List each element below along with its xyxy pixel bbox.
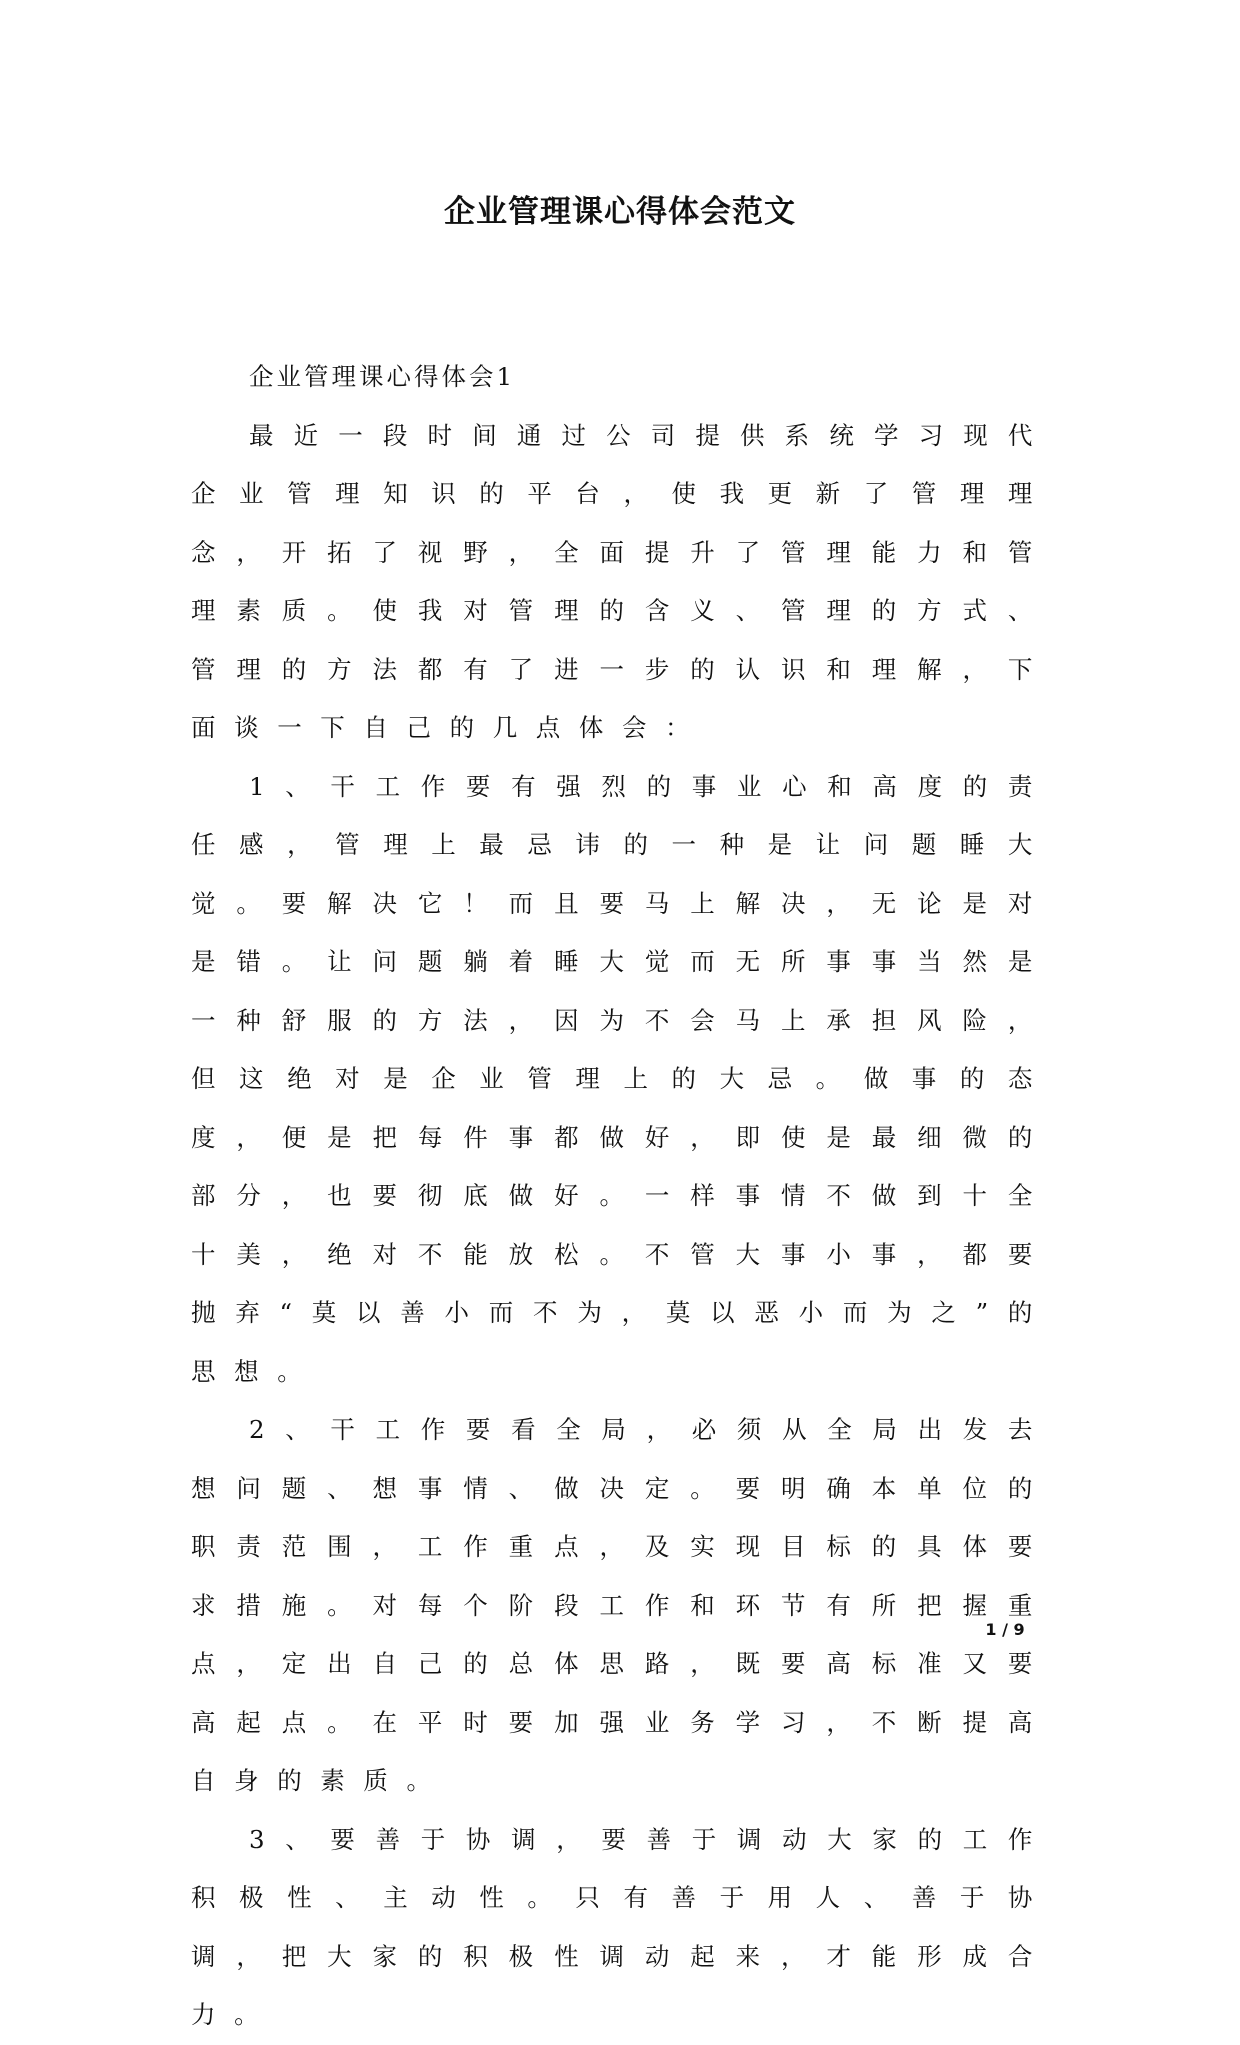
paragraph-intro: 最近一段时间通过公司提供系统学习现代企业管理知识的平台，使我更新了管理理念，开拓了视野，全面提升了管理能力和管理素质。使我对管理的含义、管理的方式、管理的方法都有了进一步的认识和理解，下面谈一下自己的几点体会： [191,420,1051,742]
document-title: 企业管理课心得体会范文 [444,194,796,230]
paragraph-point-3: 3、要善于协调，要善于调动大家的工作积极性、主动性。只有善于用人、善于协调，把大家的积极性调动起来，才能形成合力。 [191,1824,1051,2029]
document-body [191,348,1051,2045]
page-number: 1 / 9 [985,1620,1025,1639]
section-heading: 企业管理课心得体会1 [249,362,516,391]
paragraph-point-1: 1、干工作要有强烈的事业心和高度的责任感，管理上最忌讳的一种是让问题睡大觉。要解决它！而且要马上解决，无论是对是错。让问题躺着睡大觉而无所事事当然是一种舒服的方法，因为不会马上承担风险，但这绝对是企业管理上的大忌。做事的态度，便是把每件事都做好，即使是最细微的部分，也要彻底做好。一样事情不做到十全十美，绝对不能放松。不管大事小事，都要抛弃“莫以善小而不为，莫以恶小而为之”的思想。 [191,771,1051,1386]
paragraph-point-2: 2、干工作要看全局，必须从全局出发去想问题、想事情、做决定。要明确本单位的职责范围，工作重点，及实现目标的具体要求措施。对每个阶段工作和环节有所把握重点，定出自己的总体思路，既要高标准又要高起点。在平时要加强业务学习，不断提高自身的素质。 [191,1415,1051,1795]
